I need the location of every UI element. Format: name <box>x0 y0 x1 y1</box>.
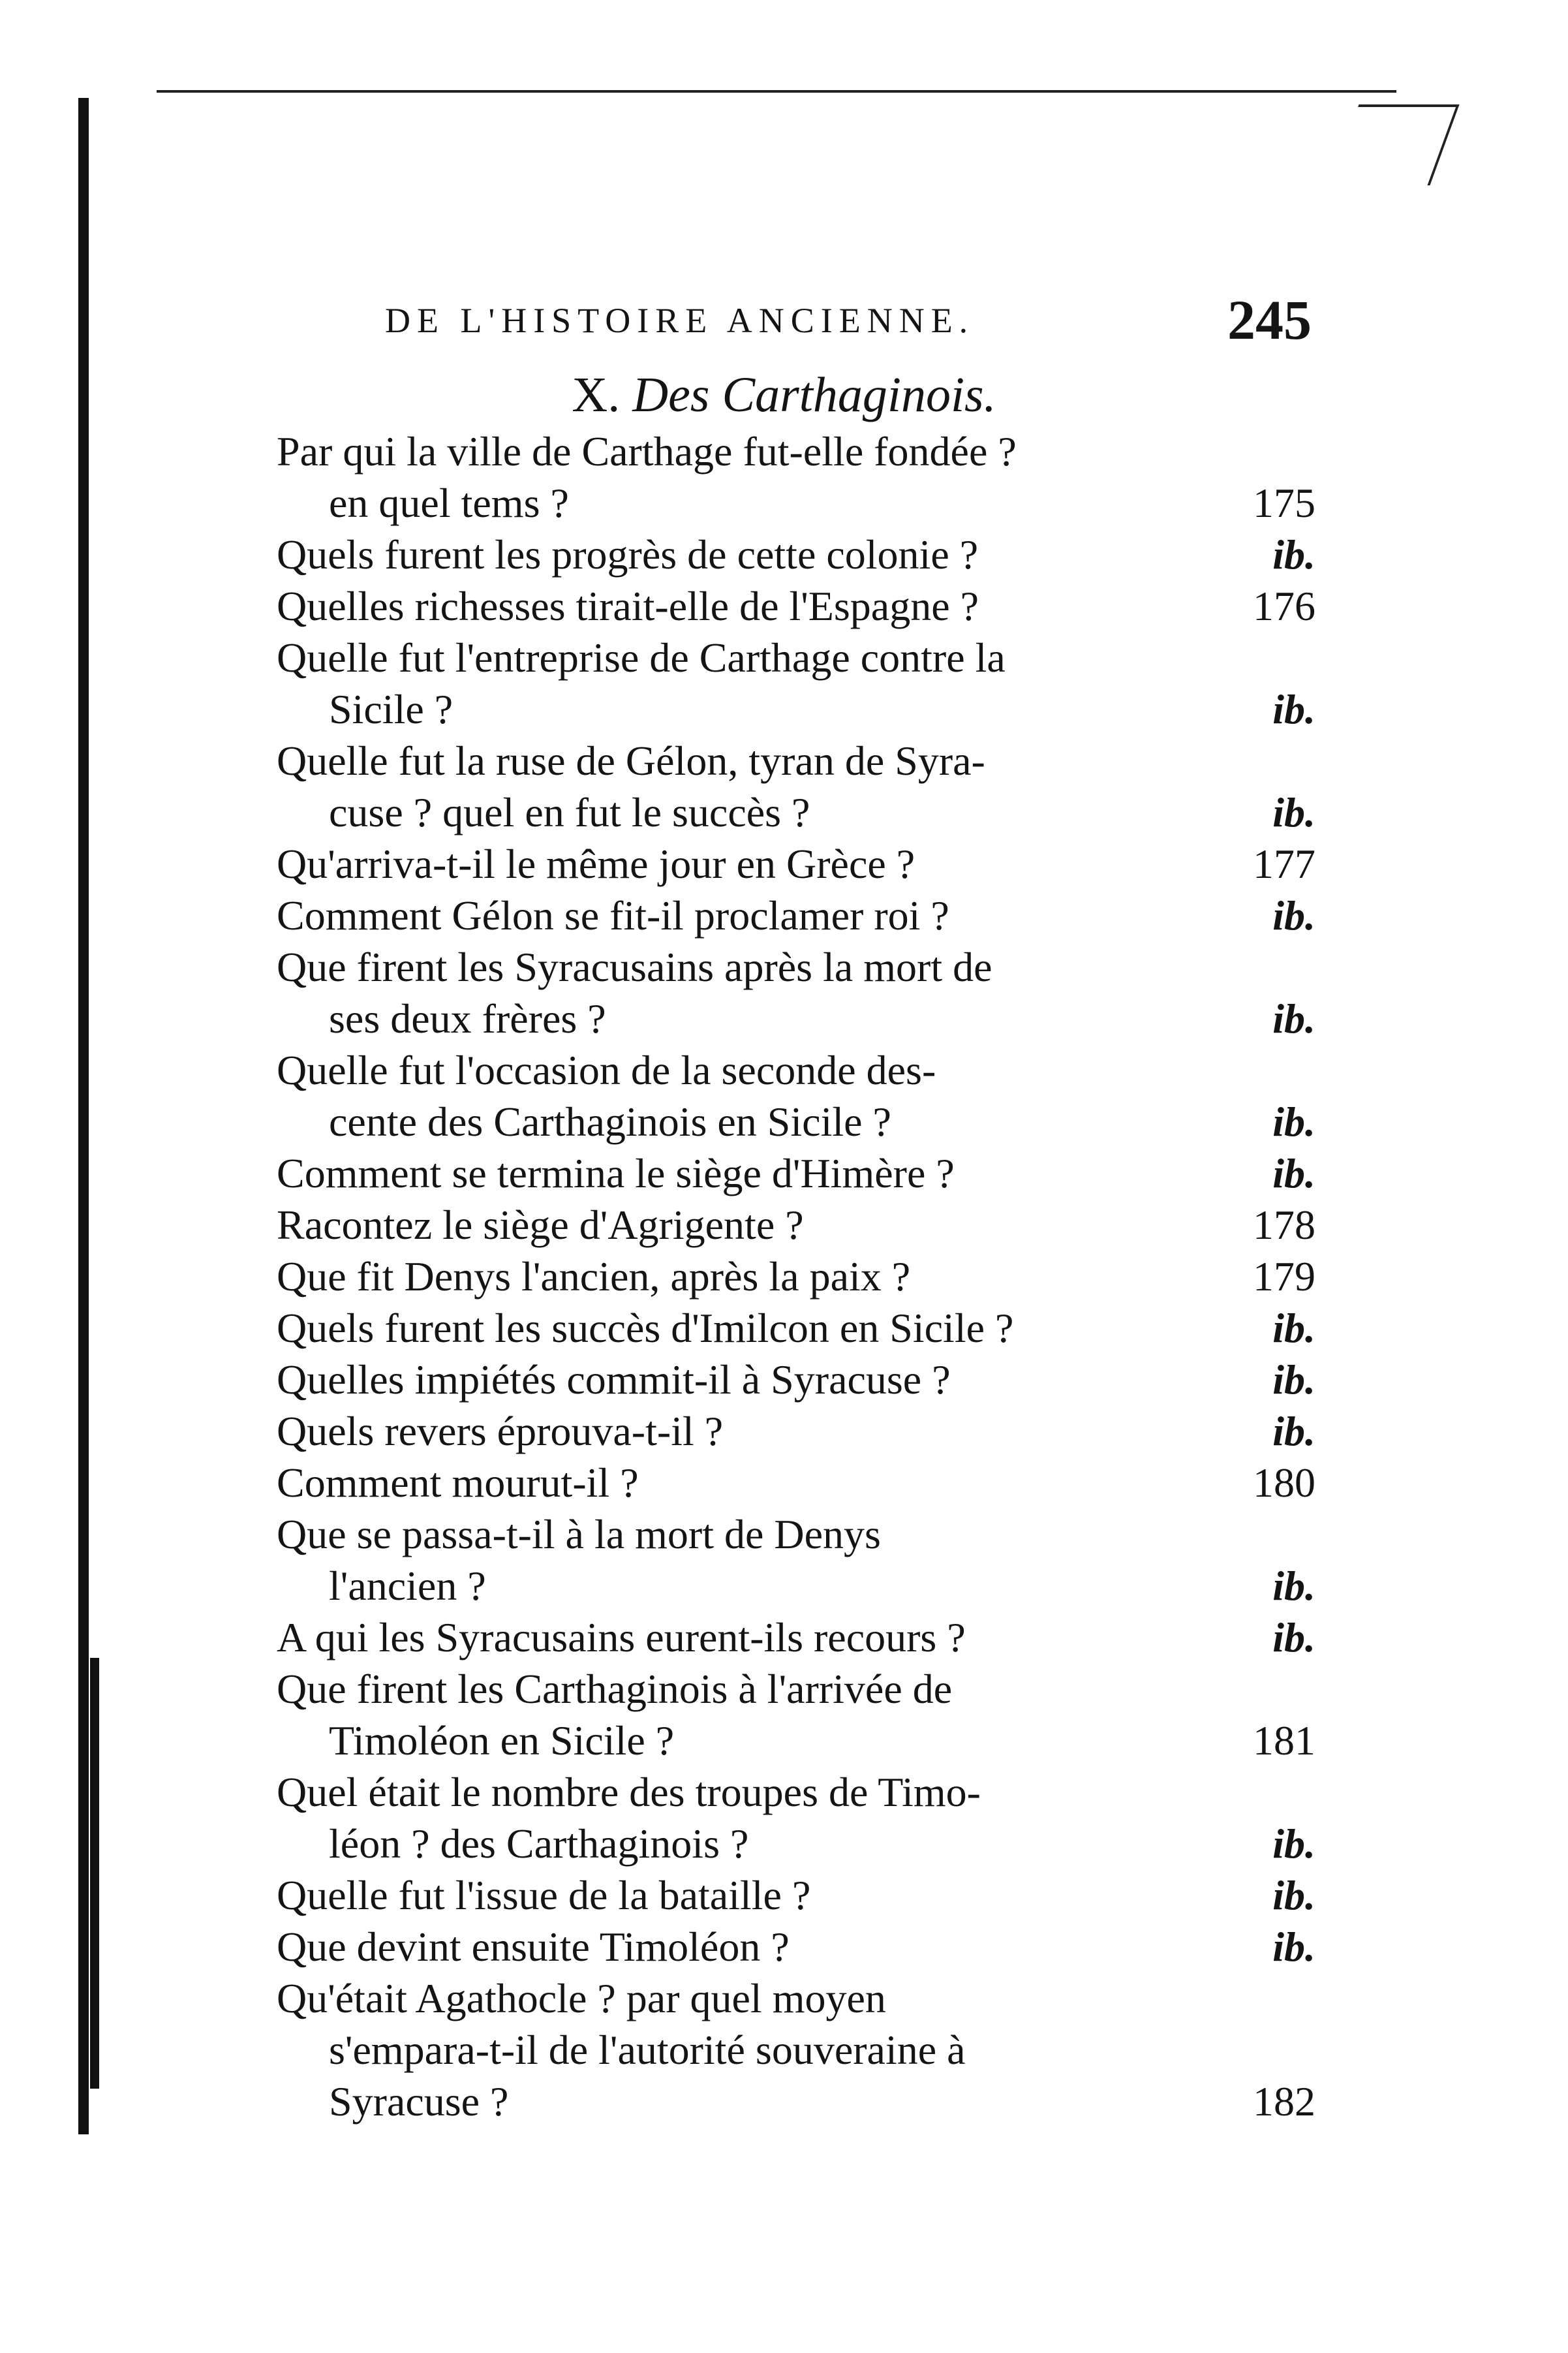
question-entry <box>277 1251 1315 1302</box>
question-entry <box>277 1354 1315 1405</box>
question-entry <box>277 1869 1315 1921</box>
page-reference: ib. <box>1272 1356 1315 1403</box>
question-entry <box>277 426 1315 529</box>
question-text: Racontez le siège d'Agrigente ? <box>277 1202 804 1248</box>
page-number: 245 <box>1227 288 1312 351</box>
question-entry <box>277 1612 1315 1663</box>
question-text-continuation: s'empara-t-il de l'autorité souveraine à <box>329 2027 966 2073</box>
question-text-continuation: l'ancien ? <box>329 1563 486 1609</box>
page-reference: ib. <box>1272 892 1315 939</box>
question-entry <box>277 1663 1315 1766</box>
page-reference: 175 <box>1253 480 1315 526</box>
section-heading: Des Carthaginois. <box>632 367 996 422</box>
question-entry <box>277 1921 1315 1972</box>
page-reference: ib. <box>1272 531 1315 578</box>
question-entry <box>277 1405 1315 1457</box>
page-reference: 181 <box>1253 1717 1315 1764</box>
question-text: Que se passa-t-il à la mort de Denys <box>277 1511 881 1557</box>
page-reference: ib. <box>1272 995 1315 1042</box>
question-entry <box>277 1199 1315 1251</box>
page-reference: ib. <box>1272 1614 1315 1660</box>
top-border-smudge <box>157 90 1396 93</box>
question-entry <box>277 838 1315 890</box>
question-text-continuation: en quel tems ? <box>329 480 569 526</box>
question-text: Comment se termina le siège d'Himère ? <box>277 1150 955 1196</box>
question-text-continuation: Timoléon en Sicile ? <box>329 1717 675 1764</box>
question-entry <box>277 941 1315 1044</box>
question-text: Comment mourut-il ? <box>277 1459 639 1506</box>
question-text: Que fit Denys l'ancien, après la paix ? <box>277 1253 911 1300</box>
question-entry <box>277 1302 1315 1354</box>
question-text: Quelles impiétés commit-il à Syracuse ? <box>277 1356 951 1403</box>
page-reference: ib. <box>1272 1150 1315 1196</box>
question-text: Quelle fut l'issue de la bataille ? <box>277 1872 811 1918</box>
page-reference: ib. <box>1272 1924 1315 1970</box>
question-text-continuation: ses deux frères ? <box>329 995 606 1042</box>
question-entry <box>277 890 1315 941</box>
question-text: Que firent les Carthaginois à l'arrivée de <box>277 1666 953 1712</box>
question-text: Par qui la ville de Carthage fut-elle fondée ? <box>277 428 1017 475</box>
question-entry <box>277 1457 1315 1508</box>
question-entry <box>277 1508 1315 1612</box>
corner-damage-mark <box>1329 104 1459 185</box>
page-reference: ib. <box>1272 686 1315 732</box>
question-entry <box>277 1147 1315 1199</box>
question-entry <box>277 529 1315 580</box>
page-reference: ib. <box>1272 1408 1315 1454</box>
question-text: Comment Gélon se fit-il proclamer roi ? <box>277 892 949 939</box>
question-text: Quels furent les succès d'Imilcon en Sicile ? <box>277 1305 1014 1351</box>
page-reference: ib. <box>1272 1099 1315 1145</box>
page-reference: 179 <box>1253 1253 1315 1300</box>
question-text: Quels revers éprouva-t-il ? <box>277 1408 724 1454</box>
question-text: Que devint ensuite Timoléon ? <box>277 1924 790 1970</box>
page-reference: ib. <box>1272 1305 1315 1351</box>
page-header <box>385 287 1312 351</box>
page-reference: 182 <box>1253 2078 1315 2125</box>
page-reference: 180 <box>1253 1459 1315 1506</box>
question-entry <box>277 580 1315 632</box>
page-reference: 176 <box>1253 583 1315 629</box>
question-text: Que firent les Syracusains après la mort de <box>277 944 992 990</box>
question-text: Quelle fut l'occasion de la seconde des- <box>277 1047 936 1093</box>
question-text: A qui les Syracusains eurent-ils recours ? <box>277 1614 966 1660</box>
question-entry <box>277 632 1315 735</box>
binding-edge-shadow-lower <box>90 1658 99 2089</box>
question-text-continuation: cente des Carthaginois en Sicile ? <box>329 1099 891 1145</box>
section-title <box>0 366 1568 424</box>
question-entry <box>277 1766 1315 1869</box>
question-entry <box>277 1044 1315 1147</box>
running-head: DE L'HISTOIRE ANCIENNE. <box>385 301 975 340</box>
question-entry <box>277 1972 1315 2127</box>
question-text-continuation: Sicile ? <box>329 686 453 732</box>
page-reference: ib. <box>1272 1563 1315 1609</box>
question-text: Quel était le nombre des troupes de Timo- <box>277 1769 981 1815</box>
question-text-continuation: cuse ? quel en fut le succès ? <box>329 789 810 835</box>
section-number: X. <box>572 367 621 422</box>
question-list <box>277 426 1315 2127</box>
question-text-continuation: léon ? des Carthaginois ? <box>329 1820 749 1867</box>
question-text: Qu'arriva-t-il le même jour en Grèce ? <box>277 841 915 887</box>
question-text: Qu'était Agathocle ? par quel moyen <box>277 1975 886 2021</box>
question-text: Quelle fut la ruse de Gélon, tyran de Syra- <box>277 738 985 784</box>
page-reference: 177 <box>1253 841 1315 887</box>
question-text: Quelles richesses tirait-elle de l'Espagne ? <box>277 583 979 629</box>
question-text-continuation: Syracuse ? <box>329 2078 509 2125</box>
question-entry <box>277 735 1315 838</box>
page-reference: ib. <box>1272 1872 1315 1918</box>
page-reference: 178 <box>1253 1202 1315 1248</box>
page-reference: ib. <box>1272 789 1315 835</box>
question-text: Quelle fut l'entreprise de Carthage contre la <box>277 634 1006 681</box>
page-reference: ib. <box>1272 1820 1315 1867</box>
question-text: Quels furent les progrès de cette colonie ? <box>277 531 979 578</box>
